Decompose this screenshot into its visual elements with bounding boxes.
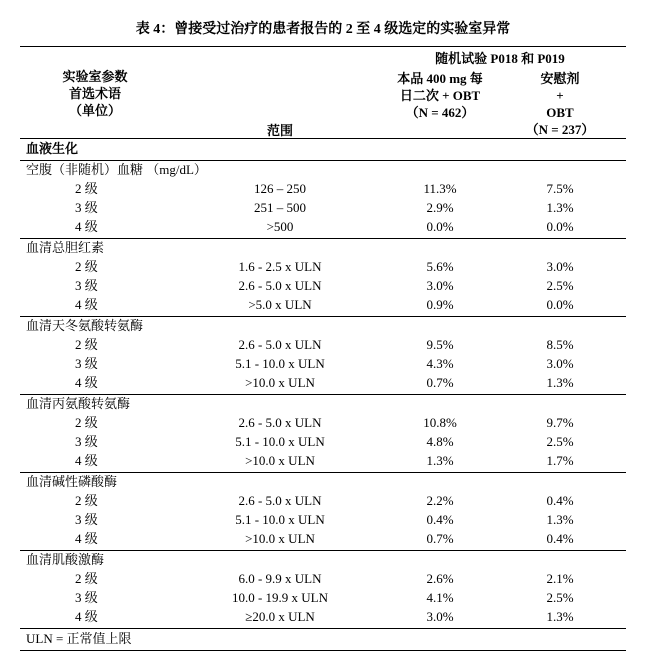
range-cell: 126 – 250 [254,181,306,196]
arm1-value: 2.2% [426,493,454,508]
arm2-value: 1.7% [546,453,574,468]
range-cell: 5.1 - 10.0 x ULN [235,512,325,527]
range-cell: ≥20.0 x ULN [245,609,315,624]
arm2-value: 1.3% [546,609,574,624]
grade-cell: 4 级 [75,531,98,546]
header-range: 范围 [266,123,293,138]
range-cell: 2.6 - 5.0 x ULN [238,415,322,430]
arm2-value: 1.3% [546,200,574,215]
footnote: ULN = 正常值上限 [26,631,132,646]
grade-cell: 2 级 [75,415,98,430]
group-name: 血清丙氨酸转氨酶 [26,396,131,411]
arm2-value: 0.4% [546,493,574,508]
grade-cell: 4 级 [75,453,98,468]
arm1-value: 3.0% [426,278,454,293]
group-name: 空腹（非随机）血糖 （mg/dL） [26,162,207,177]
header-arm1-line: 本品 400 mg 每 [397,71,483,86]
arm1-value: 4.1% [426,590,454,605]
arm1-value: 0.9% [426,297,454,312]
header-rule [20,138,626,139]
group-name: 血清碱性磷酸酶 [26,474,118,489]
arm1-value: 11.3% [423,181,457,196]
grade-cell: 3 级 [75,512,98,527]
range-cell: >500 [266,219,294,234]
header-arm2-line: 安慰剂 [540,71,580,86]
range-cell: 6.0 - 9.9 x ULN [238,571,322,586]
range-cell: 5.1 - 10.0 x ULN [235,356,325,371]
header-arm1 [380,70,500,121]
arm1-value: 10.8% [423,415,457,430]
range-cell: 2.6 - 5.0 x ULN [238,278,322,293]
grade-cell: 3 级 [75,278,98,293]
arm1-value: 2.9% [426,200,454,215]
range-cell: >10.0 x ULN [245,375,315,390]
arm2-value: 3.0% [546,356,574,371]
group-name: 血清肌酸激酶 [26,552,105,567]
arm1-value: 5.6% [426,259,454,274]
arm2-value: 9.7% [546,415,574,430]
section-heading: 血液生化 [26,141,79,156]
arm1-value: 4.3% [426,356,454,371]
group-rule [20,238,626,239]
grade-cell: 4 级 [75,375,98,390]
arm1-value: 9.5% [426,337,454,352]
group-rule [20,628,626,629]
arm2-value: 8.5% [546,337,574,352]
grade-cell: 2 级 [75,337,98,352]
grade-cell: 3 级 [75,200,98,215]
header-arm1-line: （N = 462） [405,105,475,120]
grade-cell: 3 级 [75,356,98,371]
table-title: 表 4：曾接受过治疗的患者报告的 2 至 4 级选定的实验室异常 [135,22,511,37]
arm1-value: 0.7% [426,531,454,546]
header-arm2-line: （N = 237） [525,122,595,137]
arm1-value: 4.8% [426,434,454,449]
grade-cell: 4 级 [75,609,98,624]
range-cell: 5.1 - 10.0 x ULN [235,434,325,449]
arm1-value: 0.0% [426,219,454,234]
arm1-value: 3.0% [426,609,454,624]
header-parameter [20,68,170,119]
arm1-value: 0.7% [426,375,454,390]
header-param-line: 首选术语 [68,86,121,101]
grade-cell: 4 级 [75,297,98,312]
arm1-value: 1.3% [426,453,454,468]
arm2-value: 1.3% [546,375,574,390]
group-name: 血清天冬氨酸转氨酶 [26,318,144,333]
arm2-value: 3.0% [546,259,574,274]
range-cell: 1.6 - 2.5 x ULN [238,259,322,274]
range-cell: 2.6 - 5.0 x ULN [238,493,322,508]
grade-cell: 3 级 [75,590,98,605]
group-name: 血清总胆红素 [26,240,105,255]
arm2-value: 0.0% [546,297,574,312]
top-rule [20,46,626,47]
header-arm1-line: 日二次 + OBT [399,88,481,103]
arm2-value: 7.5% [546,181,574,196]
arm2-value: 2.5% [546,590,574,605]
arm2-value: 1.3% [546,512,574,527]
header-param-line: 实验室参数 [62,69,128,84]
range-cell: 10.0 - 19.9 x ULN [231,590,329,605]
grade-cell: 2 级 [75,493,98,508]
arm2-value: 2.1% [546,571,574,586]
arm2-value: 2.5% [546,434,574,449]
grade-cell: 2 级 [75,259,98,274]
grade-cell: 2 级 [75,181,98,196]
header-param-line: （单位） [68,103,121,118]
arm2-value: 2.5% [546,278,574,293]
grade-cell: 2 级 [75,571,98,586]
grade-cell: 4 级 [75,219,98,234]
header-arm2-line: + [556,88,564,103]
range-cell: 251 – 500 [254,200,306,215]
range-cell: >10.0 x ULN [245,453,315,468]
group-rule [20,550,626,551]
arm1-value: 2.6% [426,571,454,586]
arm1-value: 0.4% [426,512,454,527]
range-cell: >10.0 x ULN [245,531,315,546]
grade-cell: 3 级 [75,434,98,449]
header-arm2-line: OBT [546,105,574,120]
arm2-value: 0.0% [546,219,574,234]
range-cell: 2.6 - 5.0 x ULN [238,337,322,352]
range-cell: >5.0 x ULN [248,297,312,312]
header-arm2 [510,70,610,138]
header-trial: 随机试验 P018 和 P019 [435,51,565,66]
arm2-value: 0.4% [546,531,574,546]
